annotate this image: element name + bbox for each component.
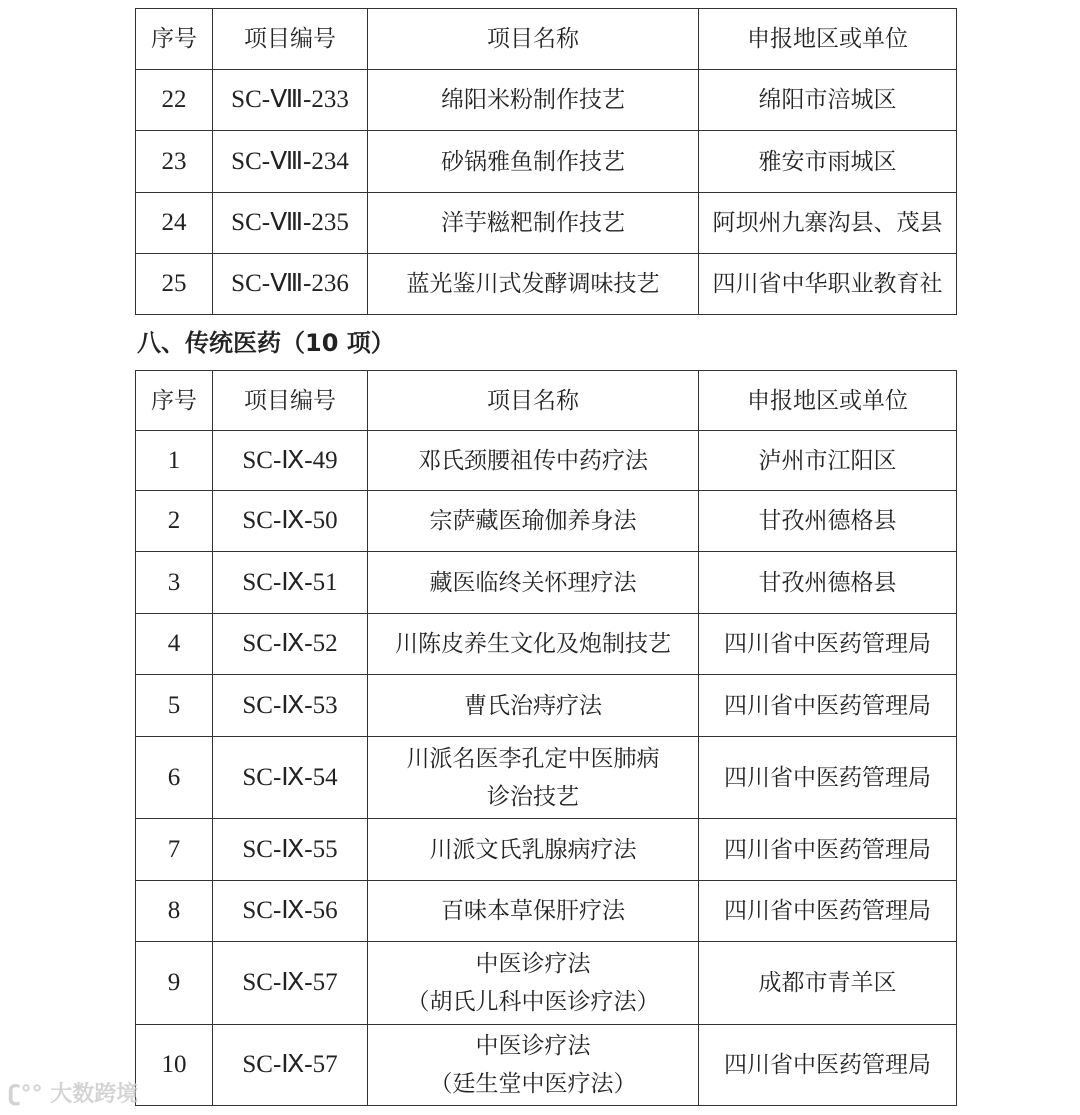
cell-region: 泸州市江阳区: [699, 431, 957, 491]
header-row: [136, 9, 957, 70]
heritage-table-medicine: [135, 370, 957, 1106]
cell-region: 四川省中医药管理局: [699, 737, 957, 819]
cell-region: 四川省中医药管理局: [699, 614, 957, 675]
table-row: [136, 193, 957, 254]
cell-code: SC-Ⅸ-50: [213, 491, 368, 552]
header-row: [136, 371, 957, 431]
watermark-text: 大数跨境: [50, 1082, 139, 1107]
header-seq: 序号: [136, 9, 213, 70]
cell-seq: 6: [136, 737, 213, 819]
cell-seq: 8: [136, 881, 213, 942]
cell-code: SC-Ⅸ-49: [213, 431, 368, 491]
header-code: 项目编号: [213, 371, 368, 431]
cell-name: 曹氏治痔疗法: [368, 675, 699, 737]
table-row: [136, 1025, 957, 1106]
cell-region: 成都市青羊区: [699, 942, 957, 1025]
cell-seq: 1: [136, 431, 213, 491]
table-row: [136, 431, 957, 491]
cell-name: 绵阳米粉制作技艺: [368, 70, 699, 131]
table-row: [136, 881, 957, 942]
table-row: [136, 70, 957, 131]
cell-code: SC-Ⅸ-56: [213, 881, 368, 942]
cell-seq: 4: [136, 614, 213, 675]
cell-code: SC-Ⅸ-57: [213, 1025, 368, 1106]
cell-name: 川派文氏乳腺病疗法: [368, 819, 699, 881]
table-row: [136, 491, 957, 552]
cell-seq: 5: [136, 675, 213, 737]
cell-code: SC-Ⅸ-55: [213, 819, 368, 881]
cell-region: 甘孜州德格县: [699, 552, 957, 614]
cell-seq: 22: [136, 70, 213, 131]
cell-code: SC-Ⅷ-233: [213, 70, 368, 131]
cell-region: 雅安市雨城区: [699, 131, 957, 193]
cell-region: 四川省中医药管理局: [699, 1025, 957, 1106]
table-row: [136, 737, 957, 819]
cell-name: 川派名医李孔定中医肺病 诊治技艺: [368, 737, 699, 819]
header-code: 项目编号: [213, 9, 368, 70]
cell-seq: 3: [136, 552, 213, 614]
cell-seq: 9: [136, 942, 213, 1025]
header-region: 申报地区或单位: [699, 371, 957, 431]
cell-code: SC-Ⅷ-234: [213, 131, 368, 193]
table-row: [136, 254, 957, 315]
cell-name: 中医诊疗法 （胡氏儿科中医诊疗法）: [368, 942, 699, 1025]
header-region: 申报地区或单位: [699, 9, 957, 70]
cell-seq: 24: [136, 193, 213, 254]
cell-name: 藏医临终关怀理疗法: [368, 552, 699, 614]
cell-seq: 23: [136, 131, 213, 193]
cell-code: SC-Ⅸ-51: [213, 552, 368, 614]
cell-seq: 25: [136, 254, 213, 315]
cell-seq: 10: [136, 1025, 213, 1106]
cell-name: 川陈皮养生文化及炮制技艺: [368, 614, 699, 675]
table-row: [136, 552, 957, 614]
table-row: [136, 614, 957, 675]
cell-name: 百味本草保肝疗法: [368, 881, 699, 942]
cell-seq: 7: [136, 819, 213, 881]
cell-name: 砂锅雅鱼制作技艺: [368, 131, 699, 193]
cell-region: 绵阳市涪城区: [699, 70, 957, 131]
table-row: [136, 675, 957, 737]
section-title: 八、传统医药（10 项）: [137, 329, 395, 357]
cell-code: SC-Ⅸ-53: [213, 675, 368, 737]
cell-name: 蓝光鉴川式发酵调味技艺: [368, 254, 699, 315]
table-row: [136, 942, 957, 1025]
cell-region: 四川省中华职业教育社: [699, 254, 957, 315]
cell-region: 四川省中医药管理局: [699, 881, 957, 942]
watermark-logo: ʗ°° 大数跨境: [8, 1082, 139, 1107]
table-row: [136, 819, 957, 881]
cell-name: 中医诊疗法 （廷生堂中医疗法）: [368, 1025, 699, 1106]
cell-code: SC-Ⅸ-52: [213, 614, 368, 675]
cell-region: 四川省中医药管理局: [699, 819, 957, 881]
cell-code: SC-Ⅸ-57: [213, 942, 368, 1025]
cell-code: SC-Ⅷ-235: [213, 193, 368, 254]
cell-region: 四川省中医药管理局: [699, 675, 957, 737]
header-name: 项目名称: [368, 9, 699, 70]
cell-code: SC-Ⅸ-54: [213, 737, 368, 819]
cell-name: 邓氏颈腰祖传中药疗法: [368, 431, 699, 491]
cell-region: 阿坝州九寨沟县、茂县: [699, 193, 957, 254]
header-name: 项目名称: [368, 371, 699, 431]
cell-seq: 2: [136, 491, 213, 552]
heritage-table-food: [135, 8, 957, 315]
cell-name: 宗萨藏医瑜伽养身法: [368, 491, 699, 552]
cell-region: 甘孜州德格县: [699, 491, 957, 552]
cell-code: SC-Ⅷ-236: [213, 254, 368, 315]
cell-name: 洋芋糍粑制作技艺: [368, 193, 699, 254]
table-row: [136, 131, 957, 193]
header-seq: 序号: [136, 371, 213, 431]
